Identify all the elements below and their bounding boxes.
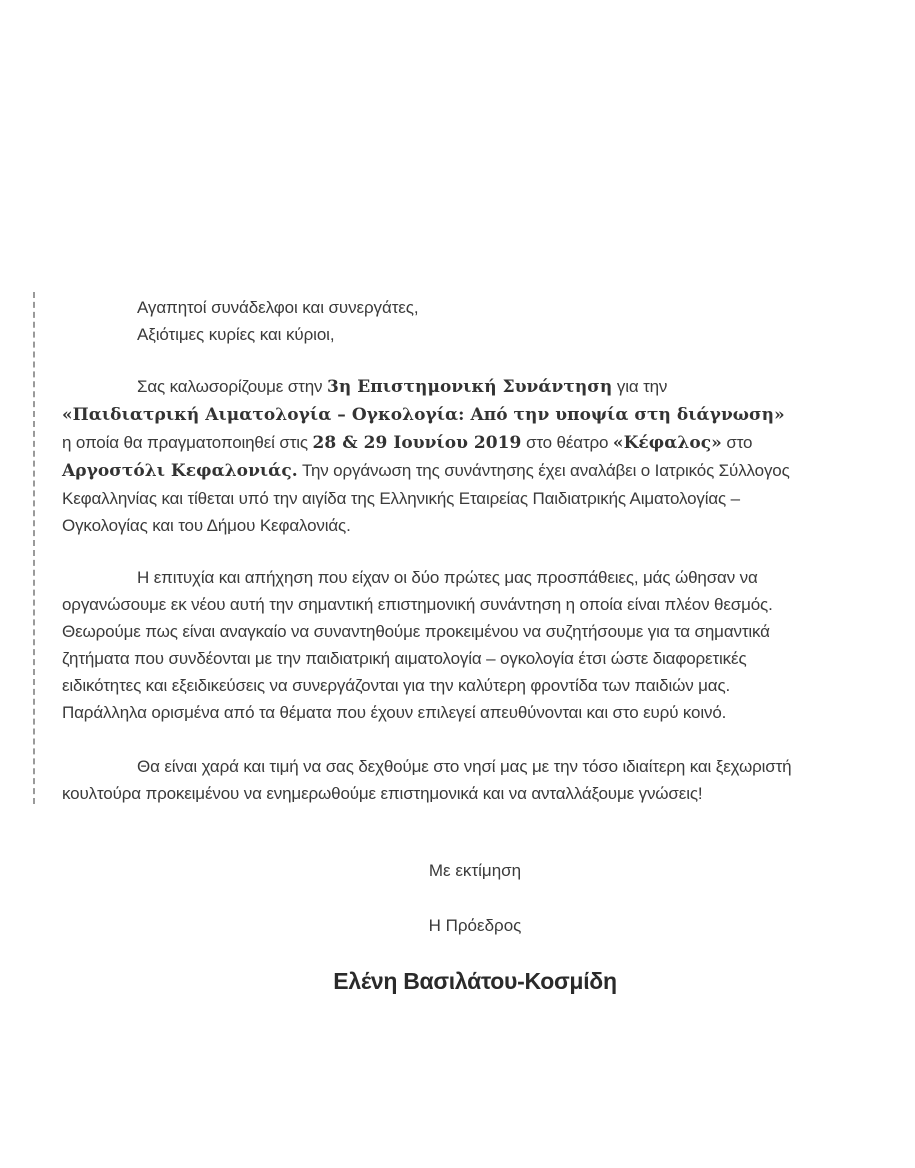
event-dates: 28 & 29 Ιουνίου 2019: [312, 433, 522, 453]
text-run: στο: [721, 433, 753, 452]
paragraph-welcome: [62, 373, 892, 539]
event-venue: «Κέφαλος»: [612, 433, 722, 453]
paragraph-line: Θεωρούμε πως είναι αναγκαίο να συναντηθούμε προκειμένου να συζητήσουμε για τα σημαντικά: [62, 622, 770, 641]
text-run: στο θέατρο: [521, 433, 613, 452]
paragraph-line: Κεφαλληνίας και τίθεται υπό την αιγίδα της Ελληνικής Εταιρείας Παιδιατρικής Αιματολογίας –: [62, 489, 740, 508]
text-run: Την οργάνωση της συνάντησης έχει αναλάβει ο Ιατρικός Σύλλογος: [297, 461, 790, 480]
paragraph-line: Ογκολογίας και του Δήμου Κεφαλονιάς.: [62, 516, 351, 535]
text-run: για την: [612, 377, 668, 396]
text-run: η οποία θα πραγματοποιηθεί στις: [62, 433, 313, 452]
dashed-margin-rule: [33, 292, 35, 804]
closing-salutation: Με εκτίμηση: [428, 861, 522, 880]
signatory-name: Ελένη Βασιλάτου-Κοσμίδη: [333, 968, 617, 994]
paragraph-line: [62, 373, 892, 401]
paragraph-line: Παράλληλα ορισμένα από τα θέματα που έχουν επιλεγεί απευθύνονται και στο ευρύ κοινό.: [62, 703, 727, 722]
paragraph-line: κουλτούρα προκειμένου να ενημερωθούμε επιστημονικά και να ανταλλάξουμε γνώσεις!: [62, 784, 703, 803]
paragraph-line: Η επιτυχία και απήχηση που είχαν οι δύο πρώτες μας προσπάθειες, μάς ώθησαν να: [137, 568, 758, 587]
paragraph-closing: [62, 753, 892, 807]
paragraph-line: [62, 401, 892, 429]
greeting: [137, 294, 419, 348]
greeting-line-1: Αγαπητοί συνάδελφοι και συνεργάτες,: [137, 298, 419, 317]
signatory-role: Η Πρόεδρος: [428, 916, 522, 935]
paragraph-line: ζητήματα που συνδέονται με την παιδιατρική αιματολογία – ογκολογία έτσι ώστε διαφορετικές: [62, 649, 747, 668]
paragraph-line: [62, 429, 892, 457]
paragraph-line: Θα είναι χαρά και τιμή να σας δεχθούμε στο νησί μας με την τόσο ιδιαίτερη και ξεχωριστή: [137, 757, 792, 776]
event-title: «Παιδιατρική Αιματολογία – Ογκολογία: Από την υποψία στη διάγνωση»: [62, 405, 785, 425]
greeting-line-2: Αξιότιμες κυρίες και κύριοι,: [137, 325, 335, 344]
event-name: 3η Επιστημονική Συνάντηση: [326, 377, 613, 397]
paragraph-purpose: [62, 564, 892, 726]
text-run: Σας καλωσορίζουμε στην: [137, 377, 327, 396]
paragraph-line: ειδικότητες και εξειδικεύσεις να συνεργάζονται για την καλύτερη φροντίδα των παιδιών μας.: [62, 676, 731, 695]
paragraph-line: [62, 457, 892, 485]
paragraph-line: οργανώσουμε εκ νέου αυτή την σημαντική επιστημονική συνάντηση η οποία είναι πλέον θεσμός.: [62, 595, 773, 614]
event-location: Αργοστόλι Κεφαλονιάς.: [62, 461, 298, 481]
